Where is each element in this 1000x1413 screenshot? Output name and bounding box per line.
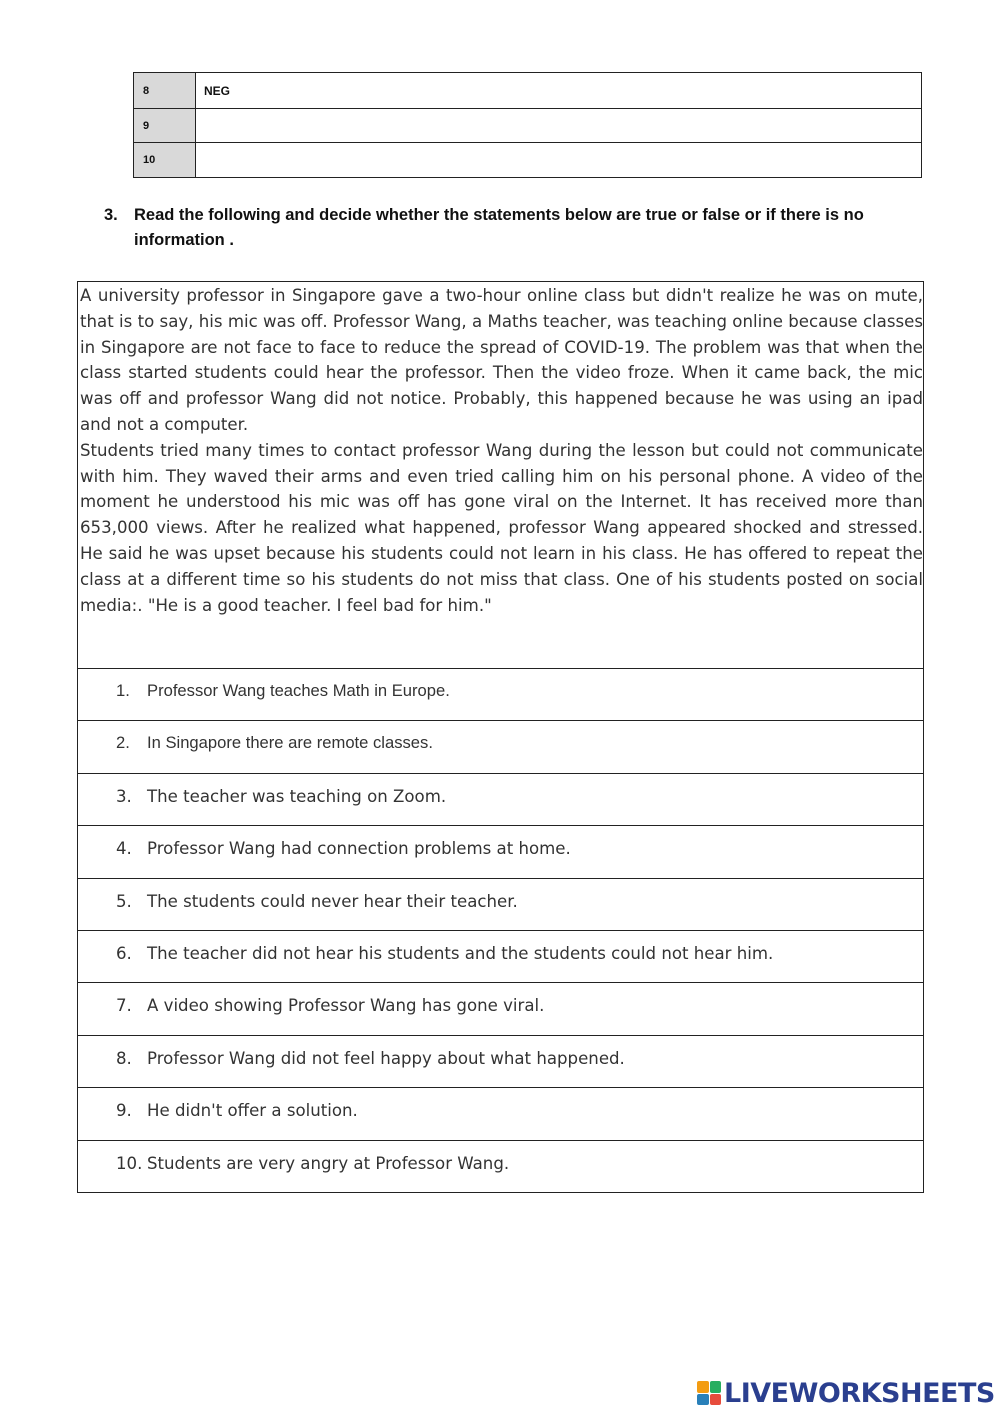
statement-row: [78, 982, 923, 1034]
row-number: 9: [134, 109, 196, 143]
logo-mark-icon: [697, 1381, 721, 1405]
statement-number: 10.: [116, 1153, 143, 1173]
statement-row: [78, 1087, 923, 1139]
row-number: 8: [134, 73, 196, 109]
row-number: 10: [134, 143, 196, 178]
statement-text: A video showing Professor Wang has gone viral.: [147, 996, 545, 1016]
statement-text: The teacher did not hear his students and the students could not hear him.: [147, 943, 774, 963]
statement-text: Professor Wang teaches Math in Europe.: [147, 681, 450, 700]
statement-row: [78, 1140, 923, 1192]
exercise-instruction: [104, 203, 914, 253]
statement-text: Professor Wang had connection problems at home.: [147, 839, 571, 859]
statement-number: 9.: [116, 1101, 132, 1121]
statement-text: In Singapore there are remote classes.: [147, 733, 433, 753]
answer-cell[interactable]: NEG: [196, 73, 922, 109]
exercise-number: 3.: [104, 206, 118, 224]
answer-table: [133, 72, 922, 178]
statement-number: 4.: [116, 839, 132, 859]
statement-row: [78, 878, 923, 930]
statement-row: [78, 720, 923, 772]
statement-row: [78, 1035, 923, 1087]
statement-number: 3.: [116, 786, 132, 806]
reading-paragraph: Students tried many times to contact professor Wang during the lesson but could not communicate with him. They waved their arms and even tried calling him on his personal phone. A video of the moment he understood his mic was off has gone viral on the Internet. It has received more than 653,000 views. After he realized what happened, professor Wang appeared shocked and stressed. He said he was upset because his students could not learn in his class. He has offered to repeat the class at a different time so his students do not miss that class. One of his students posted on social media:. "He is a good teacher. I feel bad for him.": [80, 440, 923, 615]
statement-row: [78, 825, 923, 877]
answer-cell[interactable]: [196, 143, 922, 178]
answer-cell[interactable]: [196, 109, 922, 143]
statement-number: 2.: [116, 733, 130, 753]
reading-paragraph: A university professor in Singapore gave a two-hour online class but didn't realize he was on mute, that is to say, his mic was off. Professor Wang, a Maths teacher, was teaching online because classes in Singapore are not face to face to reduce the spread of COVID-19. The problem was that when the class started students could hear the professor. Then the video froze. When it came back, the mic was off and professor Wang did not notice. Probably, this happened because he was using an ipad and not a computer.: [80, 286, 923, 434]
statement-text: The students could never hear their teacher.: [147, 891, 518, 911]
statement-number: 7.: [116, 996, 132, 1016]
statement-number: 5.: [116, 891, 132, 911]
statement-number: 1.: [116, 681, 130, 700]
statement-row: [78, 930, 923, 982]
statement-number: 8.: [116, 1048, 132, 1068]
statement-row: [78, 668, 923, 720]
statement-text: Students are very angry at Professor Wang.: [147, 1153, 510, 1173]
liveworksheets-logo: [697, 1374, 995, 1412]
table-row: [134, 73, 922, 109]
table-row: [134, 143, 922, 178]
statement-text: Professor Wang did not feel happy about what happened.: [147, 1048, 625, 1068]
statement-number: 6.: [116, 943, 132, 963]
instruction-text: Read the following and decide whether the statements below are true or false or if there is no information .: [134, 206, 864, 249]
statement-text: He didn't offer a solution.: [147, 1101, 358, 1121]
statement-text: The teacher was teaching on Zoom.: [147, 786, 447, 806]
statements-list: [77, 668, 924, 1193]
reading-passage: [77, 281, 924, 669]
statement-row: [78, 773, 923, 825]
table-row: [134, 109, 922, 143]
logo-text: LIVEWORKSHEETS: [724, 1377, 995, 1409]
